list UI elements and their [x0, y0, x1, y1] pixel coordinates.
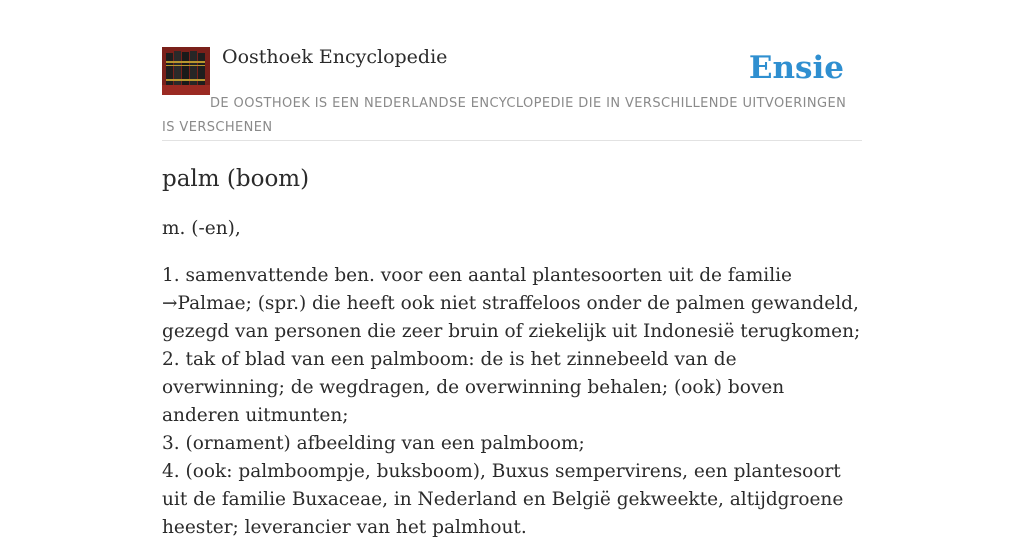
site-tagline: DE OOSTHOEK IS EEN NEDERLANDSE ENCYCLOPEDIE DIE IN VERSCHILLENDE UITVOERINGEN IS VERSCHENEN — [162, 96, 847, 135]
entry-grammar: m. (-en), — [162, 218, 241, 239]
entry-content — [162, 160, 862, 542]
definition-1-suffix: ; (spr.) die heeft ook niet straffeloos onder de palmen gewandeld, gezegd van personen die zeer bruin of ziekelijk uit Indonesië terugkomen; — [162, 293, 861, 342]
definition-2: 2. tak of blad van een palmboom: de is het zinnebeeld van de overwinning; de wegdragen, de overwinning behalen; (ook) boven anderen uitmunten; — [162, 349, 785, 426]
palmae-link[interactable]: →Palmae — [162, 293, 246, 314]
definition-1 — [162, 265, 860, 342]
site-name-link[interactable]: Oosthoek Encyclopedie — [222, 46, 448, 68]
definition-1-prefix: 1. samenvattende ben. voor een aantal plantesoorten uit de familie — [162, 265, 793, 286]
book-spines-icon — [162, 47, 210, 95]
ensie-logo-link[interactable]: Ensie — [748, 50, 844, 86]
entry-title: palm (boom) — [162, 166, 310, 192]
entry-definitions — [162, 262, 862, 542]
definition-3: 3. (ornament) afbeelding van een palmboom; — [162, 433, 585, 454]
definition-4: 4. (ook: palmboompje, buksboom), Buxus sempervirens, een plantesoort uit de familie Buxaceae, in Nederland en België gekweekte, altijdgroene heester; leverancier van het palmhout. — [162, 461, 844, 538]
site-header — [162, 44, 862, 141]
avatar[interactable] — [162, 47, 210, 95]
